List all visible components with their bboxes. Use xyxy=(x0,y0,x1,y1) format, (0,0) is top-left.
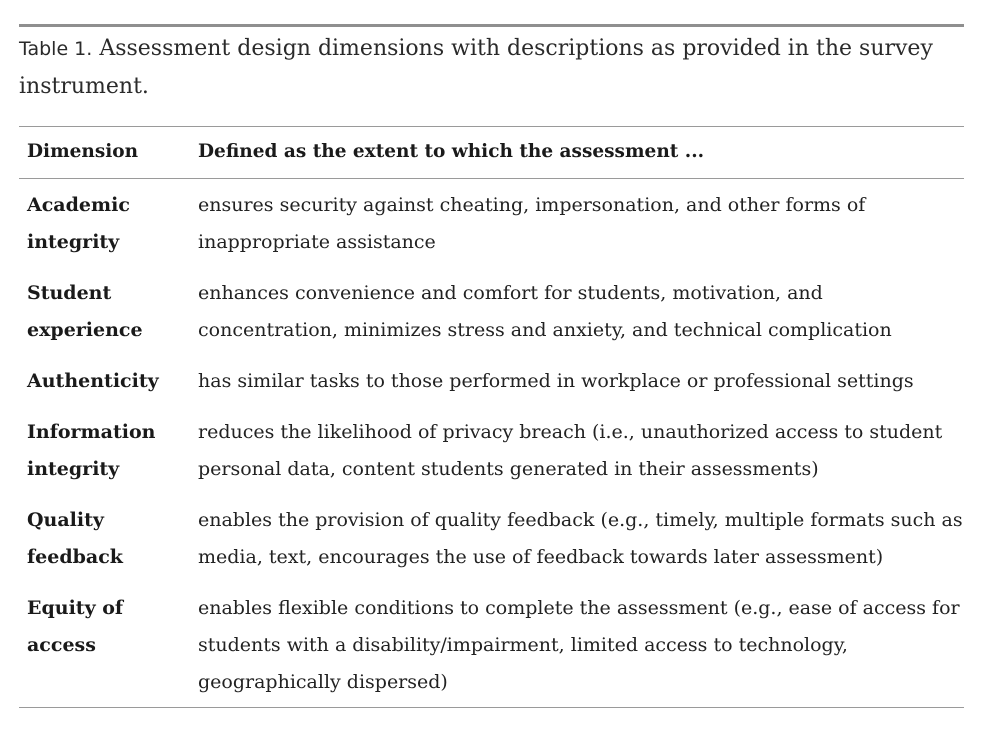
table-row xyxy=(19,363,964,414)
header-dimension: Dimension xyxy=(27,141,139,162)
table-caption xyxy=(19,30,964,105)
row-dimension: Authenticity xyxy=(27,370,159,392)
dimensions-table xyxy=(19,126,964,708)
table-container xyxy=(19,126,964,708)
caption-label: Table 1. xyxy=(19,38,93,60)
row-definition: enhances convenience and comfort for students, motivation, and concentration, minimizes stress and anxiety, and technical complication xyxy=(198,282,892,341)
table-row xyxy=(19,179,964,276)
caption-text: Assessment design dimensions with descriptions as provided in the survey instrument. xyxy=(19,36,933,99)
row-definition: has similar tasks to those performed in workplace or professional settings xyxy=(198,370,914,392)
table-row xyxy=(19,590,964,708)
table-row xyxy=(19,275,964,363)
table-row xyxy=(19,502,964,590)
top-rule xyxy=(19,24,964,27)
row-definition: reduces the likelihood of privacy breach (i.e., unauthorized access to student personal data, content students generated in their assessments) xyxy=(198,421,943,480)
row-dimension: Academic integrity xyxy=(27,194,130,253)
table-row xyxy=(19,414,964,502)
row-dimension: Quality feedback xyxy=(27,509,123,568)
row-dimension: Equity of access xyxy=(27,597,124,656)
row-definition: enables the provision of quality feedback (e.g., timely, multiple formats such as media, text, encourages the use of feedback towards later assessment) xyxy=(198,509,963,568)
header-definition: Defined as the extent to which the assessment ... xyxy=(198,141,705,162)
row-dimension: Information integrity xyxy=(27,421,156,480)
table-header-row xyxy=(19,127,964,179)
row-definition: enables flexible conditions to complete the assessment (e.g., ease of access for students with a disability/impairment, limited access to technology, geographically dispersed) xyxy=(198,597,960,693)
row-dimension: Student experience xyxy=(27,282,143,341)
row-definition: ensures security against cheating, impersonation, and other forms of inappropriate assistance xyxy=(198,194,866,253)
